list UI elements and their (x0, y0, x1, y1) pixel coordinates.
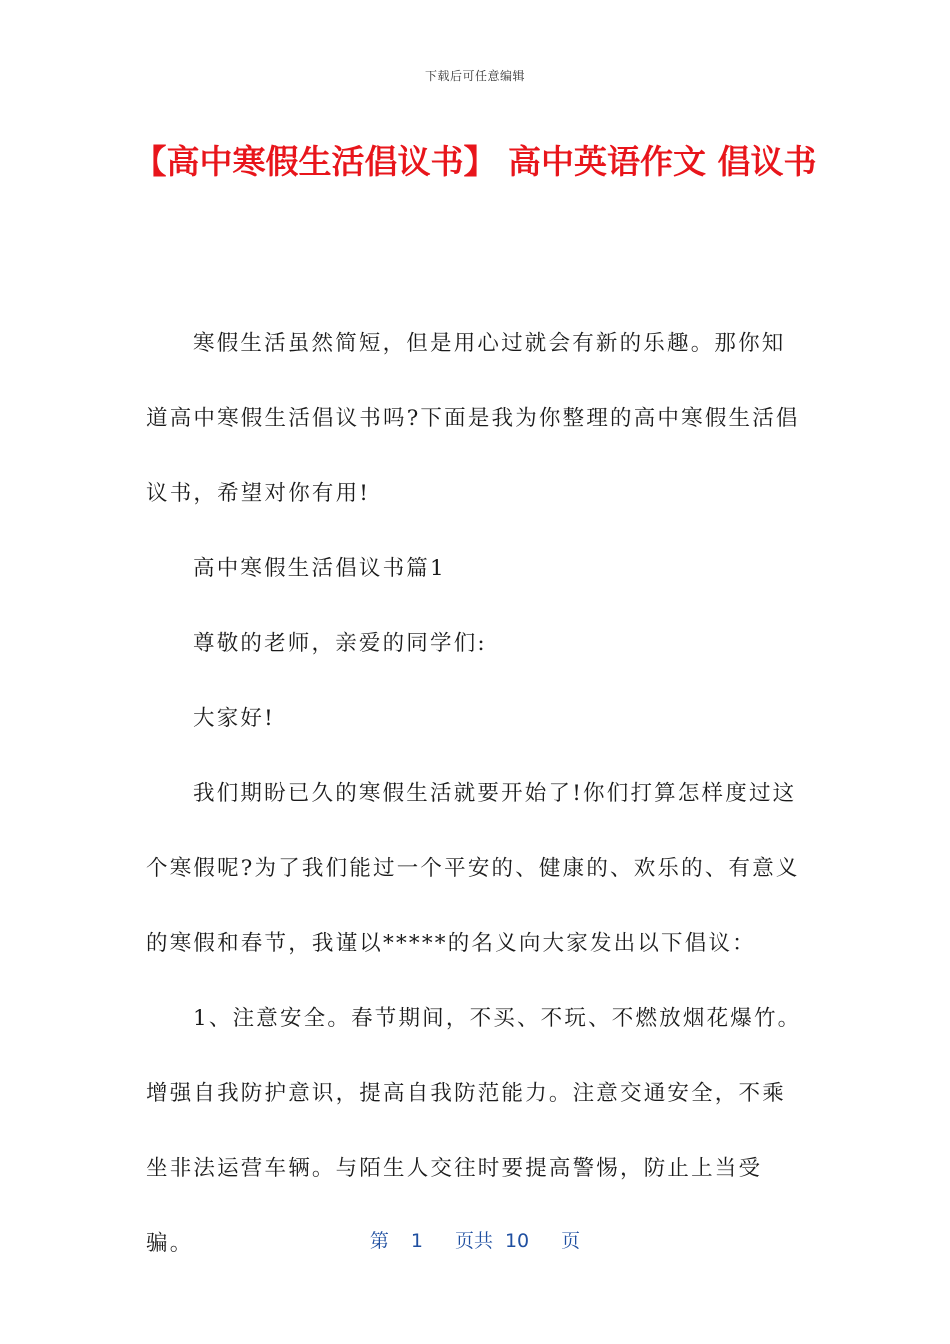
section-heading: 高中寒假生活倡议书篇1 (193, 556, 446, 581)
greeting: 大家好! (193, 706, 275, 731)
document-body (146, 306, 806, 1281)
body-paragraph: 我们期盼已久的寒假生活就要开始了!你们打算怎样度过这个寒假呢?为了我们能过一个平安的、健康的、欢乐的、有意义的寒假和春节，我谨以*****的名义向大家发出以下倡议： (146, 781, 800, 956)
page-total: 10 (504, 1230, 530, 1252)
page-middle: 页共 (454, 1230, 493, 1252)
page-number: 1 (410, 1230, 423, 1252)
intro-paragraph: 寒假生活虽然简短，但是用心过就会有新的乐趣。那你知道高中寒假生活倡议书吗?下面是我为你整理的高中寒假生活倡议书，希望对你有用! (146, 331, 800, 506)
page-header-note: 下载后可任意编辑 (424, 69, 525, 83)
proposal-item-1: 1、注意安全。春节期间，不买、不玩、不燃放烟花爆竹。增强自我防护意识，提高自我防范能力。注意交通安全，不乘坐非法运营车辆。与陌生人交往时要提高警惕，防止上当受骗。 (146, 1006, 802, 1256)
salutation: 尊敬的老师，亲爱的同学们: (193, 631, 487, 656)
page-prefix: 第 (369, 1230, 389, 1252)
page-suffix: 页 (561, 1230, 581, 1252)
document-title: 【高中寒假生活倡议书】 高中英语作文 倡议书 (133, 142, 817, 181)
page-footer (0, 1226, 950, 1253)
